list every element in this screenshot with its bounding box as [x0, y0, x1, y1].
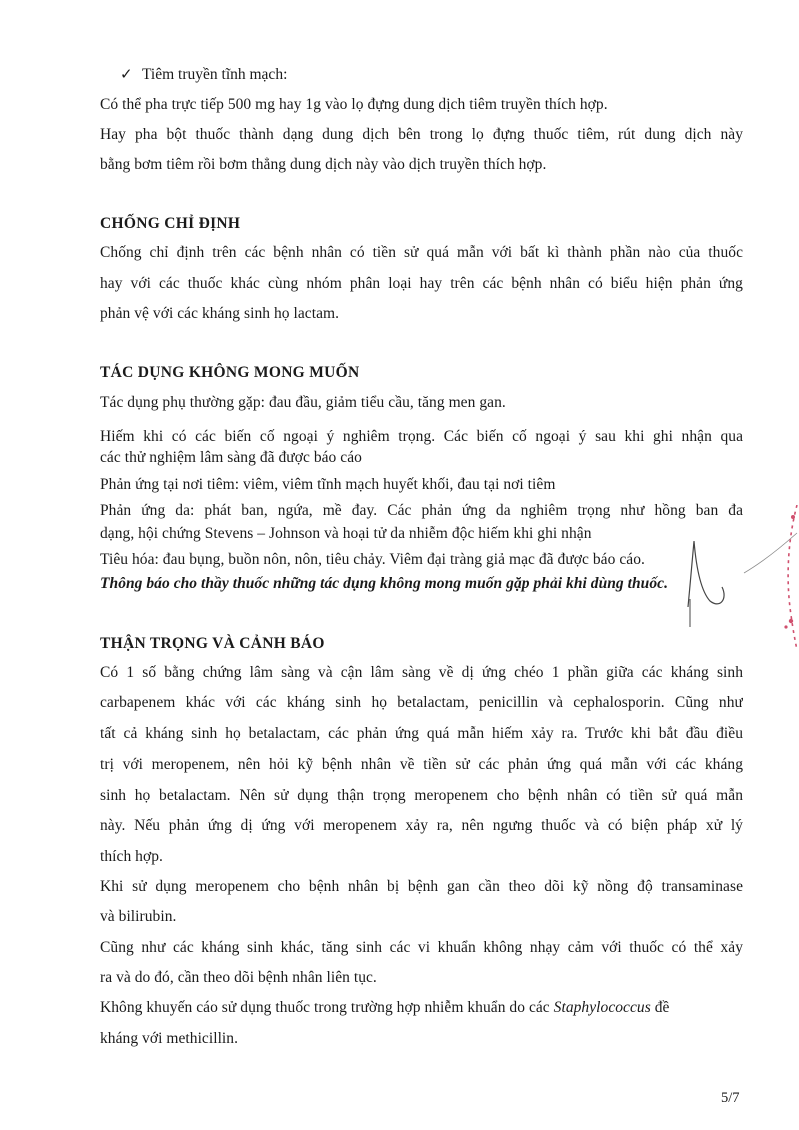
precautions-staph-line [100, 998, 669, 1018]
contraindications-line-2: hay với các thuốc khác cùng nhóm phân loại hay trên các bệnh nhân có biểu hiện phản ứng [100, 275, 743, 292]
adverse-line-6: dạng, hội chứng Stevens – Johnson và hoại tử da nhiễm độc hiếm khi ghi nhận [100, 525, 592, 542]
adverse-line-1: Tác dụng phụ thường gặp: đau đầu, giảm tiểu cầu, tăng men gan. [100, 394, 506, 411]
adverse-effects-heading: TÁC DỤNG KHÔNG MONG MUỐN [100, 364, 360, 381]
page-number: 5/7 [721, 1090, 740, 1106]
adverse-line-5: Phản ứng da: phát ban, ngứa, mề đay. Các phản ứng da nghiêm trọng như hồng ban đa [100, 502, 743, 519]
staph-prefix: Không khuyến cáo sử dụng thuốc trong trường hợp nhiễm khuẩn do các [100, 999, 554, 1016]
contraindications-line-1: Chống chỉ định trên các bệnh nhân có tiền sử quá mẫn với bất kì thành phần nào của thuốc [100, 244, 743, 261]
precautions-line-5: sinh họ betalactam. Nên sử dụng thận trọng meropenem cho bệnh nhân có tiền sử quá mẫn [100, 787, 743, 804]
infusion-line-1: Có thể pha trực tiếp 500 mg hay 1g vào lọ đựng dung dịch tiêm truyền thích hợp. [100, 96, 608, 113]
precautions-line-8: Khi sử dụng meropenem cho bệnh nhân bị bệnh gan cần theo dõi kỹ nồng độ transaminase [100, 878, 743, 895]
infusion-bullet [120, 65, 287, 85]
adverse-line-4: Phản ứng tại nơi tiêm: viêm, viêm tĩnh mạch huyết khối, đau tại nơi tiêm [100, 476, 556, 493]
precautions-line-9: và bilirubin. [100, 908, 177, 925]
staph-organism: Staphylococcus [553, 999, 651, 1016]
adverse-line-2: Hiếm khi có các biến cố ngoại ý nghiêm trọng. Các biến cố ngoại ý sau khi ghi nhận qua [100, 428, 743, 445]
precautions-line-6: này. Nếu phản ứng dị ứng với meropenem xảy ra, nên ngưng thuốc và có biện pháp xử lý [100, 817, 743, 834]
precautions-line-10: Cũng như các kháng sinh khác, tăng sinh các vi khuẩn không nhạy cảm với thuốc có thể xảy [100, 939, 743, 956]
contraindications-line-3: phản vệ với các kháng sinh họ lactam. [100, 305, 340, 322]
infusion-bullet-text: Tiêm truyền tĩnh mạch: [142, 66, 288, 83]
adverse-notice: Thông báo cho thầy thuốc những tác dụng không mong muốn gặp phải khi dùng thuốc. [100, 575, 669, 592]
checkmark-icon: ✓ [120, 67, 133, 83]
infusion-line-3: bằng bơm tiêm rồi bơm thẳng dung dịch này vào dịch truyền thích hợp. [100, 156, 547, 173]
precautions-line-4: trị với meropenem, nên hỏi kỹ bệnh nhân về tiền sử các phản ứng quá mẫn với các kháng [100, 756, 743, 773]
contraindications-heading: CHỐNG CHỈ ĐỊNH [100, 215, 241, 232]
precautions-line-2: carbapenem khác với các kháng sinh họ betalactam, penicillin và cephalosporin. Cũng như [100, 694, 743, 711]
precautions-heading: THẬN TRỌNG VÀ CẢNH BÁO [100, 635, 325, 652]
precautions-line-11: ra và do đó, cần theo dõi bệnh nhân liên tục. [100, 969, 377, 986]
precautions-line-1: Có 1 số bằng chứng lâm sàng và cận lâm sàng về dị ứng chéo 1 phần giữa các kháng sinh [100, 664, 743, 681]
stamp-edge-mark [739, 505, 799, 650]
infusion-line-2: Hay pha bột thuốc thành dạng dung dịch bên trong lọ đựng thuốc tiêm, rút dung dịch này [100, 126, 743, 143]
adverse-line-7: Tiêu hóa: đau bụng, buồn nôn, nôn, tiêu chảy. Viêm đại tràng giả mạc đã được báo cáo. [100, 551, 645, 568]
precautions-line-3: tất cả kháng sinh họ betalactam, các phản ứng quá mẫn hiếm xảy ra. Trước khi bắt đầu điều [100, 725, 743, 742]
staph-suffix: đề [650, 999, 670, 1016]
precautions-line-7: thích hợp. [100, 848, 163, 865]
signature-mark [670, 535, 740, 630]
precautions-last-line: kháng với methicillin. [100, 1030, 239, 1047]
adverse-line-3: các thử nghiệm lâm sàng đã được báo cáo [100, 449, 362, 466]
